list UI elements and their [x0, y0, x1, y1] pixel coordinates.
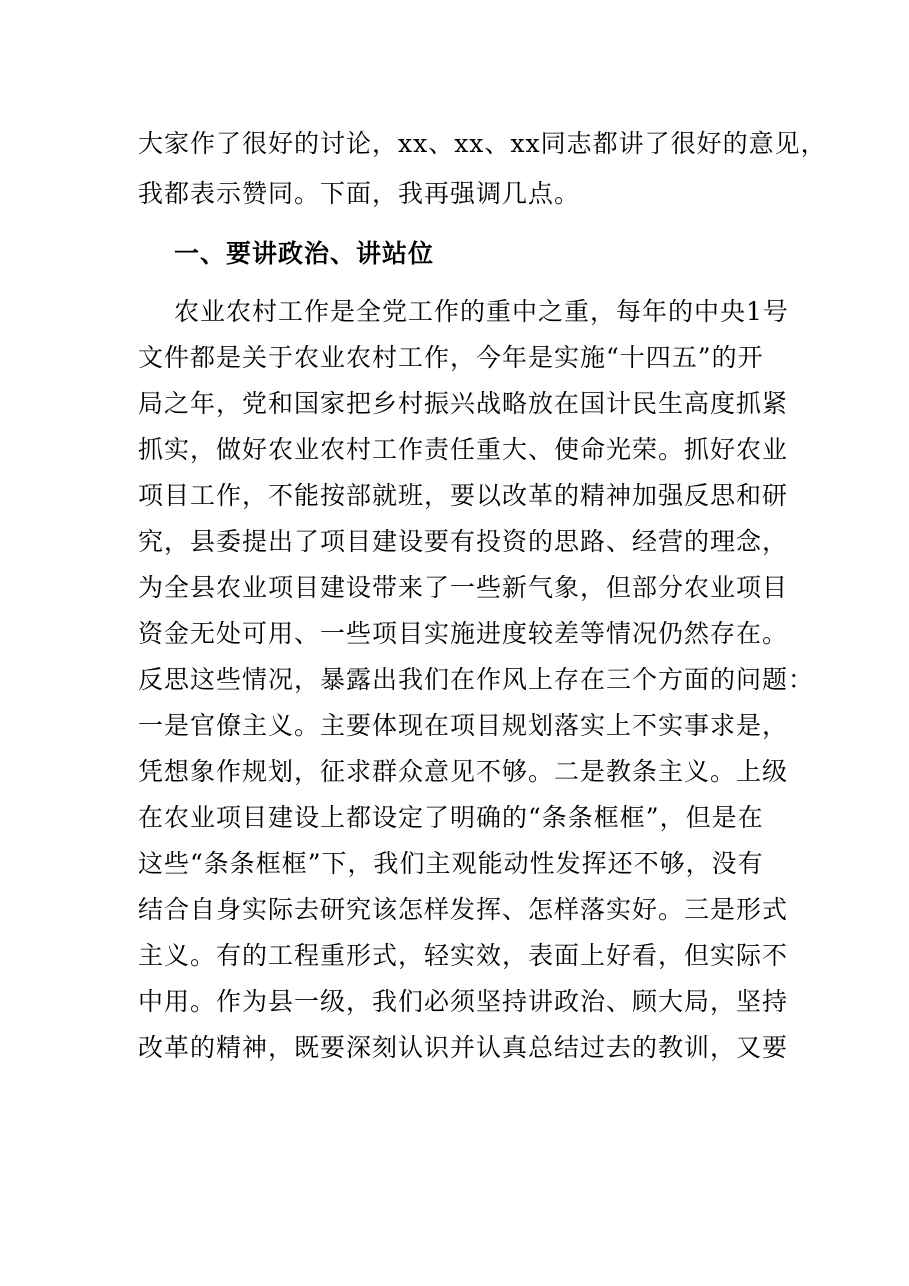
body-line: 在农业项目建设上都设定了明确的“条条框框”，但是在 — [138, 803, 764, 832]
body-line: 局之年，党和国家把乡村振兴战略放在国计民生高度抓紧 — [138, 389, 789, 418]
body-line: 反思这些情况，暴露出我们在作风上存在三个方面的问题： — [138, 665, 815, 694]
body-line: 改革的精神，既要深刻认识并认真总结过去的教训，又要 — [138, 1033, 789, 1062]
body-line: 结合自身实际去研究该怎样发挥、怎样落实好。三是形式 — [138, 895, 789, 924]
body-line: 文件都是关于农业农村工作，今年是实施“十四五”的开 — [138, 343, 764, 372]
body-line: 抓实，做好农业农村工作责任重大、使命光荣。抓好农业 — [138, 435, 789, 464]
body-line: 凭想象作规划，征求群众意见不够。二是教条主义。上级 — [138, 757, 789, 786]
body-line: 究，县委提出了项目建设要有投资的思路、经营的理念， — [138, 527, 789, 556]
body-line: 中用。作为县一级，我们必须坚持讲政治、顾大局，坚持 — [138, 987, 789, 1016]
body-line: 这些“条条框框”下，我们主观能动性发挥还不够，没有 — [138, 849, 764, 878]
intro-line: 我都表示赞同。下面，我再强调几点。 — [138, 179, 581, 208]
body-line: 资金无处可用、一些项目实施进度较差等情况仍然存在。 — [138, 619, 789, 648]
intro-line: 大家作了很好的讨论，xx、xx、xx同志都讲了很好的意见， — [138, 129, 827, 158]
body-line: 为全县农业项目建设带来了一些新气象，但部分农业项目 — [138, 573, 789, 602]
section-heading: 一、要讲政治、讲站位 — [174, 239, 435, 268]
body-line: 一是官僚主义。主要体现在项目规划落实上不实事求是， — [138, 711, 789, 740]
body-line: 农业农村工作是全党工作的重中之重，每年的中央1号 — [174, 297, 789, 326]
body-line: 项目工作，不能按部就班，要以改革的精神加强反思和研 — [138, 481, 789, 510]
body-line: 主义。有的工程重形式，轻实效，表面上好看，但实际不 — [138, 941, 789, 970]
